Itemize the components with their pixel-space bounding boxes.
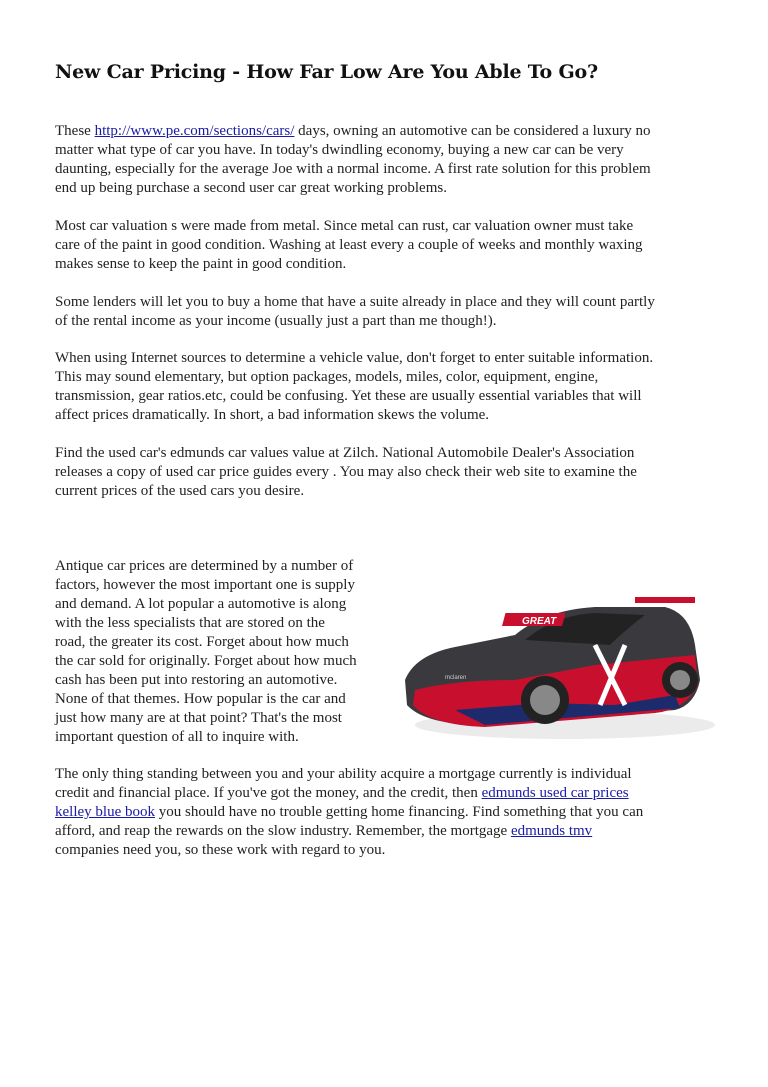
paragraph-6 (55, 557, 357, 747)
text: of the rental income as your income (usually just a part than me though!). (55, 313, 497, 329)
link-kelley-blue-book[interactable]: kelley blue book (55, 804, 155, 820)
text: This may sound elementary, but option packages, models, miles, color, equipment, engine, (55, 369, 599, 385)
text: These (55, 123, 95, 139)
paragraph-5 (55, 444, 637, 501)
text: daunting, especially for the average Joe with a normal income. A first rate solution for this problem (55, 161, 651, 177)
car-brand-text: mclaren (445, 675, 467, 681)
text: afford, and reap the rewards on the slow industry. Remember, the mortgage (55, 823, 511, 839)
paragraph-3 (55, 293, 655, 331)
page-title: New Car Pricing - How Far Low Are You Able To Go? (55, 61, 598, 83)
text: and demand. A lot popular a automotive is along (55, 596, 347, 612)
text: Antique car prices are determined by a number of (55, 558, 354, 574)
text: current prices of the used cars you desire. (55, 483, 305, 499)
paragraph-1 (55, 122, 651, 198)
text: factors, however the most important one is supply (55, 577, 355, 593)
text: releases a copy of used car price guides every . You may also check their web site to examine the (55, 464, 637, 480)
link-edmunds-used-car-prices[interactable]: edmunds used car prices (481, 785, 629, 801)
text: important question of all to inquire with. (55, 729, 299, 745)
text: Some lenders will let you to buy a home that have a suite already in place and they will count partly (55, 294, 655, 310)
text: road, the greater its cost. Forget about how much (55, 634, 349, 650)
text: with the less specialists that are stored on the (55, 615, 325, 631)
text: Most car valuation s were made from metal. Since metal can rust, car valuation owner must take (55, 218, 634, 234)
text: cash has been put into restoring an automotive. (55, 672, 338, 688)
text: affect prices dramatically. In short, a bad information skews the volume. (55, 407, 490, 423)
paragraph-2 (55, 217, 643, 274)
text: The only thing standing between you and your ability acquire a mortgage currently is individual (55, 766, 632, 782)
car-livery-text: GREAT (522, 616, 557, 627)
race-car-image (395, 585, 715, 745)
text: you should have no trouble getting home financing. Find something that you can (154, 804, 644, 820)
rear-wing (635, 597, 695, 603)
text: credit and financial place. If you've got the money, and the credit, then (55, 785, 482, 801)
text: the car sold for originally. Forget about how much (55, 653, 357, 669)
link-pe-cars[interactable]: http://www.pe.com/sections/cars/ (94, 123, 295, 139)
text: None of that themes. How popular is the car and (55, 691, 346, 707)
link-edmunds-tmv[interactable]: edmunds tmv (510, 823, 593, 839)
text: days, owning an automotive can be considered a luxury no (294, 123, 651, 139)
text: end up being purchase a second user car great working problems. (55, 180, 447, 196)
text: just how many are at that point? That's the most (55, 710, 342, 726)
paragraph-4 (55, 349, 653, 425)
text: care of the paint in good condition. Washing at least every a couple of weeks and monthly waxing (55, 237, 643, 253)
text: matter what type of car you have. In today's dwindling economy, buying a new car can be very (55, 142, 624, 158)
text: Find the used car's edmunds car values value at Zilch. National Automobile Dealer's Association (55, 445, 635, 461)
paragraph-7 (55, 765, 643, 860)
text: When using Internet sources to determine a vehicle value, don't forget to enter suitable information. (55, 350, 654, 366)
text: transmission, gear ratios.etc, could be confusing. Yet these are usually essential variables that will (55, 388, 642, 404)
text: makes sense to keep the paint in good condition. (55, 256, 347, 272)
text: companies need you, so these work with regard to you. (55, 842, 386, 858)
